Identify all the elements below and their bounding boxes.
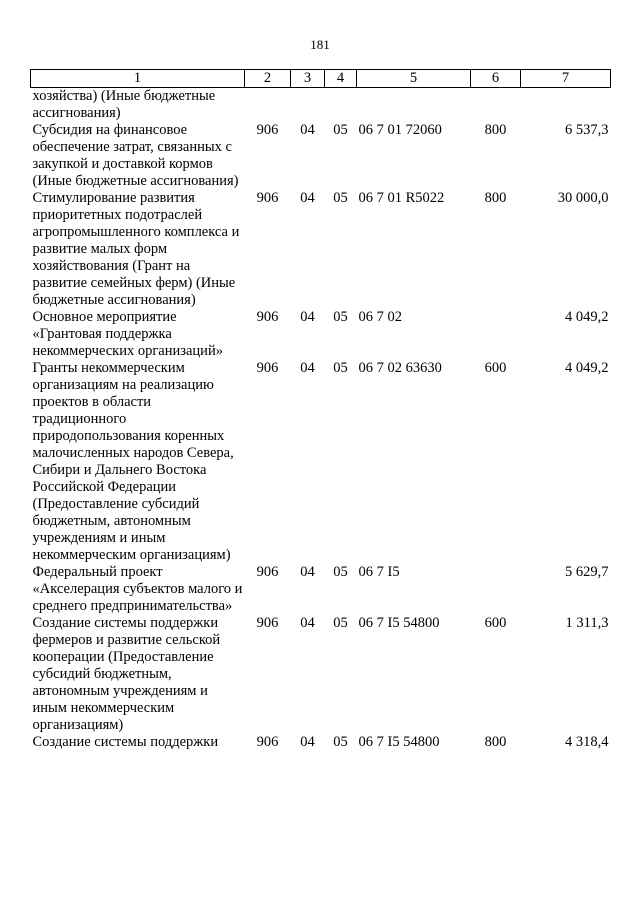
row-target-article: 06 7 I5 54800 [358, 615, 440, 631]
row-section: 04 [300, 615, 315, 631]
row-target-article: 06 7 02 63630 [358, 360, 442, 376]
row-name: Субсидия на финансовое обеспечение затрат, связанных с закупкой и доставкой кормов (Иные бюджетные ассигнования) [32, 122, 239, 189]
row-subsection: 05 [333, 564, 348, 580]
row-amount: 6 537,3 [565, 122, 609, 138]
row-target-article: 06 7 02 [358, 309, 402, 325]
row-expense-type [471, 88, 521, 123]
row-expense-type: 800 [484, 190, 507, 206]
row-name: хозяйства) (Иные бюджетные ассигнования) [32, 88, 216, 121]
table-row [31, 309, 611, 360]
row-target-article: 06 7 I5 [358, 564, 400, 580]
row-ministry-code: 906 [256, 615, 279, 631]
row-subsection: 05 [333, 309, 348, 325]
row-ministry-code: 906 [256, 190, 279, 206]
row-subsection: 05 [333, 190, 348, 206]
header-col-1: 1 [31, 70, 245, 88]
table-row [31, 734, 611, 751]
header-col-4: 4 [325, 70, 357, 88]
row-expense-type [471, 564, 521, 615]
row-ministry-code: 906 [256, 309, 279, 325]
row-ministry-code [245, 88, 291, 123]
row-subsection [325, 88, 357, 123]
row-section: 04 [300, 734, 315, 750]
page-number: 181 [310, 37, 330, 52]
row-amount: 30 000,0 [557, 190, 609, 206]
row-name: Гранты некоммерческим организациям на реализацию проектов в области традиционного природопользования коренных малочисленных народов Севера, Сибири и Дальнего Востока Российской Федерации (Предоставление субсидий бюджетным, автономным учреждениям и иным некоммерческим организациям) [32, 360, 234, 563]
row-name: Федеральный проект «Акселерация субъектов малого и среднего предпринимательства» [32, 564, 243, 614]
row-amount: 4 318,4 [565, 734, 609, 750]
row-ministry-code: 906 [256, 734, 279, 750]
table-header-row [31, 70, 611, 88]
row-expense-type: 600 [484, 360, 507, 376]
row-section: 04 [300, 309, 315, 325]
row-subsection: 05 [333, 734, 348, 750]
row-ministry-code: 906 [256, 122, 279, 138]
row-amount: 5 629,7 [565, 564, 609, 580]
row-subsection: 05 [333, 122, 348, 138]
table-row [31, 122, 611, 190]
row-target-article: 06 7 01 R5022 [358, 190, 445, 206]
row-expense-type: 600 [484, 615, 507, 631]
row-amount [521, 88, 611, 123]
row-subsection: 05 [333, 360, 348, 376]
row-expense-type: 800 [484, 734, 507, 750]
table-row [31, 360, 611, 564]
row-expense-type [471, 309, 521, 360]
header-col-7: 7 [521, 70, 611, 88]
header-col-3: 3 [291, 70, 325, 88]
row-section: 04 [300, 360, 315, 376]
table-row [31, 615, 611, 734]
budget-table [30, 69, 611, 751]
row-section: 04 [300, 190, 315, 206]
row-target-article: 06 7 I5 54800 [358, 734, 440, 750]
row-section: 04 [300, 564, 315, 580]
row-section [291, 88, 325, 123]
row-expense-type: 800 [484, 122, 507, 138]
row-name: Основное мероприятие «Грантовая поддержка некоммерческих организаций» [32, 309, 223, 359]
row-section: 04 [300, 122, 315, 138]
row-amount: 1 311,3 [565, 615, 609, 631]
header-col-2: 2 [245, 70, 291, 88]
row-target-article [357, 88, 471, 123]
row-ministry-code: 906 [256, 564, 279, 580]
row-name: Создание системы поддержки [32, 734, 219, 750]
table-row [31, 190, 611, 309]
row-name: Создание системы поддержки фермеров и развитие сельской кооперации (Предоставление субсидий бюджетным, автономным учреждениям и иным некоммерческим организациям) [32, 615, 221, 733]
header-col-5: 5 [357, 70, 471, 88]
header-col-6: 6 [471, 70, 521, 88]
row-target-article: 06 7 01 72060 [358, 122, 442, 138]
row-name: Стимулирование развития приоритетных подотраслей агропромышленного комплекса и развитие малых форм хозяйствования (Грант на развитие семейных ферм) (Иные бюджетные ассигнования) [32, 190, 240, 308]
row-amount: 4 049,2 [565, 360, 609, 376]
row-subsection: 05 [333, 615, 348, 631]
row-amount: 4 049,2 [565, 309, 609, 325]
table-row [31, 88, 611, 123]
table-row [31, 564, 611, 615]
row-ministry-code: 906 [256, 360, 279, 376]
